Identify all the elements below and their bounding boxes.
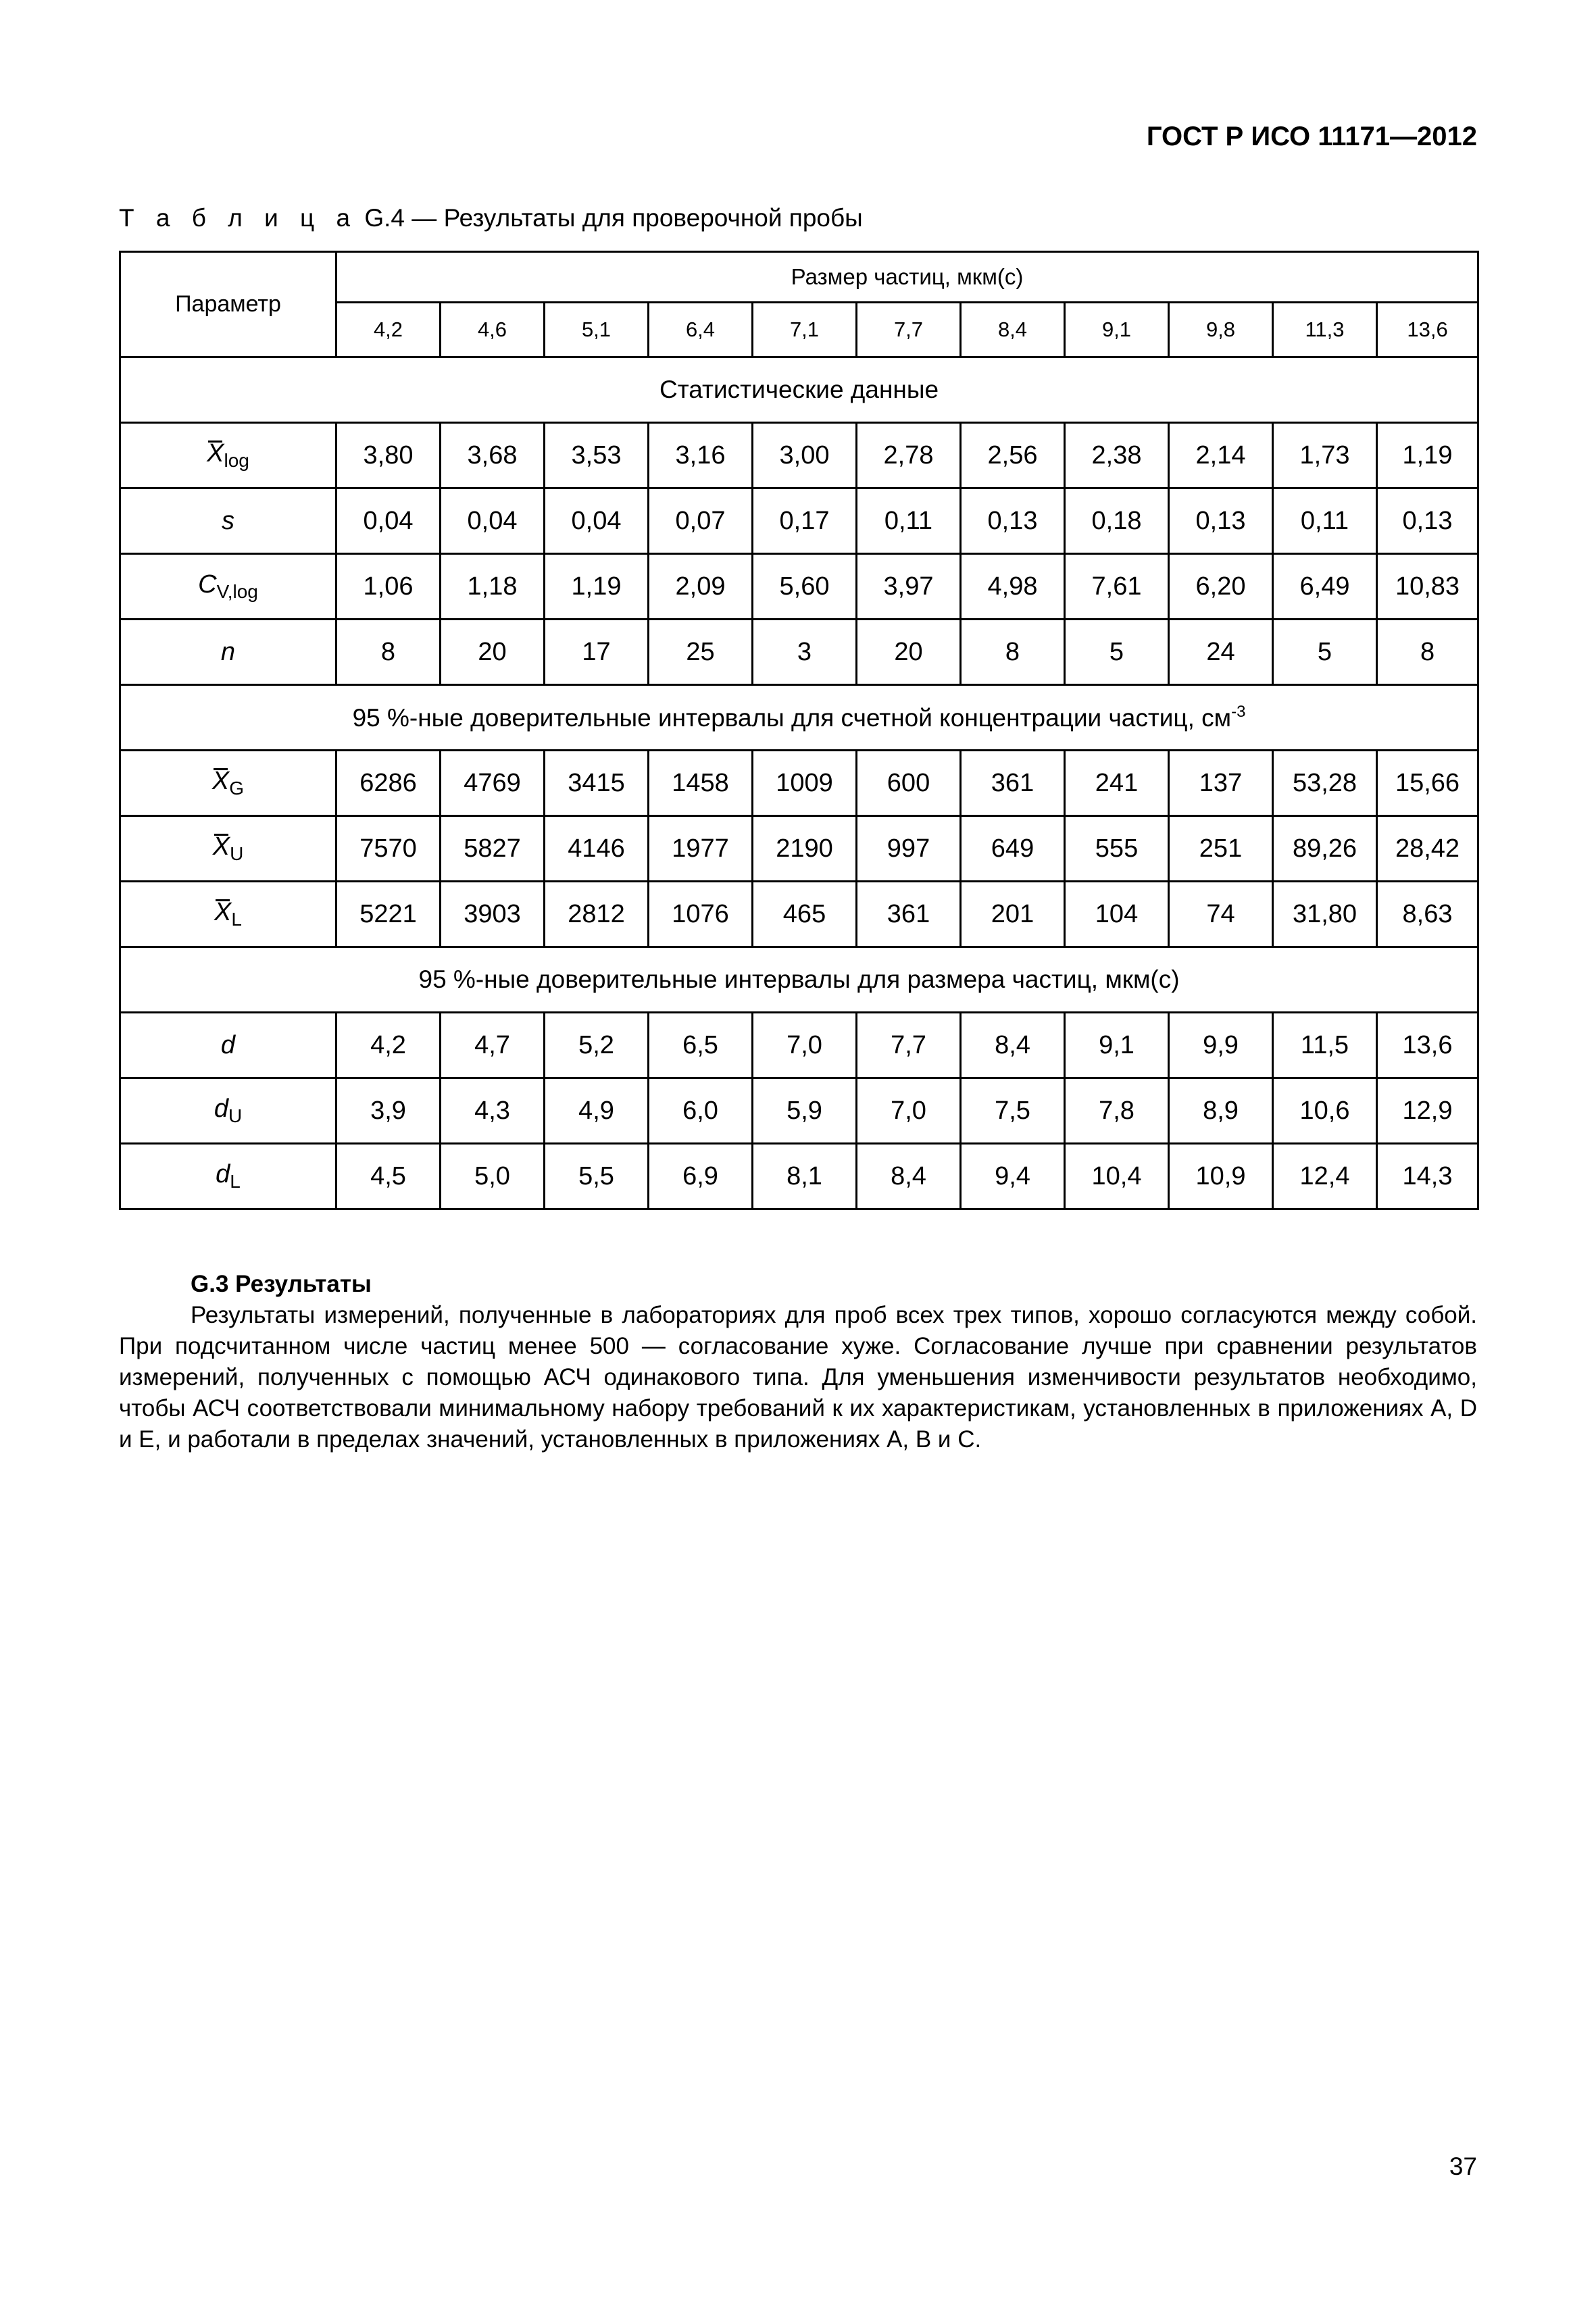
- value-cell: 28,42: [1377, 816, 1478, 882]
- value-cell: 10,6: [1273, 1078, 1377, 1144]
- value-cell: 4,98: [961, 554, 1065, 620]
- section-title-superscript: -3: [1231, 703, 1246, 721]
- section-g3-heading: G.3 Результаты: [191, 1271, 372, 1297]
- value-cell: 6,49: [1273, 554, 1377, 620]
- table-row: [120, 1078, 1478, 1144]
- value-cell: 3903: [441, 882, 545, 947]
- value-cell: 600: [857, 751, 961, 816]
- table-row: [120, 423, 1478, 488]
- value-cell: 12,9: [1377, 1078, 1478, 1144]
- section-title: [120, 685, 1478, 751]
- table-caption: [119, 204, 863, 232]
- parameter-subscript: U: [230, 843, 244, 864]
- section-g3: [119, 1269, 1477, 1455]
- size-header-cell: 7,1: [753, 303, 857, 357]
- value-cell: 555: [1065, 816, 1169, 882]
- size-header-cell: 8,4: [961, 303, 1065, 357]
- value-cell: 0,07: [649, 488, 753, 554]
- size-header-cell: 11,3: [1273, 303, 1377, 357]
- value-cell: 4769: [441, 751, 545, 816]
- table-row: [120, 488, 1478, 554]
- size-header-cell: 5,1: [545, 303, 649, 357]
- value-cell: 0,11: [1273, 488, 1377, 554]
- value-cell: 3415: [545, 751, 649, 816]
- size-header-cell: 13,6: [1377, 303, 1478, 357]
- value-cell: 361: [857, 882, 961, 947]
- value-cell: 7570: [336, 816, 441, 882]
- parameter-symbol: s: [222, 506, 234, 535]
- parameter-cell: [120, 1144, 336, 1209]
- value-cell: 4,2: [336, 1013, 441, 1078]
- parameter-cell: [120, 1013, 336, 1078]
- parameter-subscript: L: [230, 1171, 241, 1192]
- parameter-cell: [120, 554, 336, 620]
- value-cell: 20: [441, 620, 545, 685]
- section-header-row: [120, 685, 1478, 751]
- document-code: ГОСТ Р ИСО 11171—2012: [1146, 122, 1477, 151]
- section-g3-paragraph: Результаты измерений, полученные в лабораториях для проб всех трех типов, хорошо согласуются между собой. При подсчитанном числе частиц менее 500 — согласование хуже. Согласование лучше при сравнении результатов измерений, полученных с помощью АСЧ одинакового типа. Для уменьшения изменчивости результатов необходимо, чтобы АСЧ соответствовали минимальному набору требований к их характеристикам, установленных в приложениях A, D и E, и работали в пределах значений, установленных в приложениях A, B и C.: [119, 1302, 1477, 1453]
- caption-number: G.4: [364, 204, 405, 232]
- value-cell: 24: [1169, 620, 1273, 685]
- parameter-symbol: d: [214, 1095, 228, 1123]
- value-cell: 10,9: [1169, 1144, 1273, 1209]
- value-cell: 9,9: [1169, 1013, 1273, 1078]
- section-title: [120, 357, 1478, 423]
- value-cell: 251: [1169, 816, 1273, 882]
- parameter-symbol: X: [214, 898, 232, 926]
- table-row: [120, 620, 1478, 685]
- value-cell: 4,5: [336, 1144, 441, 1209]
- value-cell: 0,17: [753, 488, 857, 554]
- value-cell: 25: [649, 620, 753, 685]
- value-cell: 1977: [649, 816, 753, 882]
- caption-title: Результаты для проверочной пробы: [443, 204, 863, 232]
- parameter-cell: [120, 1078, 336, 1144]
- value-cell: 53,28: [1273, 751, 1377, 816]
- value-cell: 4,7: [441, 1013, 545, 1078]
- value-cell: 0,13: [961, 488, 1065, 554]
- parameter-symbol: d: [216, 1160, 230, 1188]
- value-cell: 3,00: [753, 423, 857, 488]
- value-cell: 241: [1065, 751, 1169, 816]
- results-table: [119, 251, 1479, 1210]
- value-cell: 6,20: [1169, 554, 1273, 620]
- value-cell: 6286: [336, 751, 441, 816]
- value-cell: 6,5: [649, 1013, 753, 1078]
- value-cell: 9,4: [961, 1144, 1065, 1209]
- value-cell: 997: [857, 816, 961, 882]
- value-cell: 17: [545, 620, 649, 685]
- value-cell: 5827: [441, 816, 545, 882]
- value-cell: 10,83: [1377, 554, 1478, 620]
- size-header-cell: 9,1: [1065, 303, 1169, 357]
- value-cell: 11,5: [1273, 1013, 1377, 1078]
- size-header-cell: 7,7: [857, 303, 961, 357]
- value-cell: 8,1: [753, 1144, 857, 1209]
- value-cell: 201: [961, 882, 1065, 947]
- value-cell: 5,0: [441, 1144, 545, 1209]
- value-cell: 2190: [753, 816, 857, 882]
- value-cell: 3,80: [336, 423, 441, 488]
- value-cell: 74: [1169, 882, 1273, 947]
- value-cell: 1,73: [1273, 423, 1377, 488]
- value-cell: 4,3: [441, 1078, 545, 1144]
- table-row: [120, 816, 1478, 882]
- size-header-cell: 4,6: [441, 303, 545, 357]
- value-cell: 0,11: [857, 488, 961, 554]
- value-cell: 14,3: [1377, 1144, 1478, 1209]
- parameter-symbol: C: [198, 570, 217, 599]
- value-cell: 4,9: [545, 1078, 649, 1144]
- value-cell: 3,68: [441, 423, 545, 488]
- parameter-cell: [120, 620, 336, 685]
- value-cell: 0,04: [336, 488, 441, 554]
- value-cell: 7,8: [1065, 1078, 1169, 1144]
- caption-dash: —: [412, 204, 437, 232]
- value-cell: 465: [753, 882, 857, 947]
- value-cell: 7,7: [857, 1013, 961, 1078]
- param-column-header: Параметр: [120, 252, 336, 357]
- value-cell: 2,78: [857, 423, 961, 488]
- section-title: [120, 947, 1478, 1013]
- parameter-symbol: n: [220, 637, 236, 666]
- value-cell: 7,61: [1065, 554, 1169, 620]
- value-cell: 6,0: [649, 1078, 753, 1144]
- section-title-text: 95 %-ные доверительные интервалы для размера частиц, мкм(с): [418, 965, 1180, 993]
- value-cell: 3,16: [649, 423, 753, 488]
- table-body: [120, 357, 1478, 1209]
- size-header-cell: 9,8: [1169, 303, 1273, 357]
- value-cell: 0,04: [545, 488, 649, 554]
- value-cell: 361: [961, 751, 1065, 816]
- value-cell: 0,04: [441, 488, 545, 554]
- value-cell: 3: [753, 620, 857, 685]
- value-cell: 1,06: [336, 554, 441, 620]
- value-cell: 8: [336, 620, 441, 685]
- value-cell: 4146: [545, 816, 649, 882]
- value-cell: 0,13: [1377, 488, 1478, 554]
- value-cell: 2,56: [961, 423, 1065, 488]
- parameter-cell: [120, 488, 336, 554]
- value-cell: 5,5: [545, 1144, 649, 1209]
- value-cell: 3,9: [336, 1078, 441, 1144]
- value-cell: 7,5: [961, 1078, 1065, 1144]
- value-cell: 1,19: [545, 554, 649, 620]
- section-title-text: Статистические данные: [659, 376, 939, 403]
- value-cell: 1,19: [1377, 423, 1478, 488]
- table-row: [120, 1144, 1478, 1209]
- value-cell: 3,53: [545, 423, 649, 488]
- value-cell: 0,18: [1065, 488, 1169, 554]
- caption-prefix: Т а б л и ц а: [119, 204, 358, 232]
- value-cell: 8,4: [961, 1013, 1065, 1078]
- value-cell: 1,18: [441, 554, 545, 620]
- value-cell: 5,9: [753, 1078, 857, 1144]
- value-cell: 7,0: [857, 1078, 961, 1144]
- value-cell: 10,4: [1065, 1144, 1169, 1209]
- value-cell: 5221: [336, 882, 441, 947]
- table-row: [120, 554, 1478, 620]
- value-cell: 104: [1065, 882, 1169, 947]
- size-column-header: Размер частиц, мкм(с): [336, 252, 1478, 303]
- parameter-subscript: L: [231, 909, 242, 930]
- parameter-symbol: X: [211, 767, 230, 795]
- section-header-row: [120, 357, 1478, 423]
- value-cell: 8,9: [1169, 1078, 1273, 1144]
- value-cell: 8,63: [1377, 882, 1478, 947]
- value-cell: 1076: [649, 882, 753, 947]
- value-cell: 3,97: [857, 554, 961, 620]
- parameter-subscript: G: [229, 778, 245, 799]
- section-title-text: 95 %-ные доверительные интервалы для счетной концентрации частиц, см: [352, 704, 1232, 732]
- value-cell: 31,80: [1273, 882, 1377, 947]
- size-header-cell: 6,4: [649, 303, 753, 357]
- parameter-cell: [120, 751, 336, 816]
- value-cell: 2812: [545, 882, 649, 947]
- value-cell: 20: [857, 620, 961, 685]
- value-cell: 15,66: [1377, 751, 1478, 816]
- value-cell: 2,38: [1065, 423, 1169, 488]
- parameter-cell: [120, 423, 336, 488]
- value-cell: 0,13: [1169, 488, 1273, 554]
- value-cell: 13,6: [1377, 1013, 1478, 1078]
- value-cell: 9,1: [1065, 1013, 1169, 1078]
- page-number: 37: [1449, 2153, 1477, 2180]
- value-cell: 5,60: [753, 554, 857, 620]
- table-row: [120, 882, 1478, 947]
- value-cell: 2,09: [649, 554, 753, 620]
- value-cell: 8: [961, 620, 1065, 685]
- value-cell: 7,0: [753, 1013, 857, 1078]
- parameter-symbol: d: [220, 1030, 236, 1059]
- value-cell: 89,26: [1273, 816, 1377, 882]
- table-row: [120, 751, 1478, 816]
- parameter-cell: [120, 882, 336, 947]
- parameter-subscript: U: [228, 1105, 243, 1126]
- value-cell: 137: [1169, 751, 1273, 816]
- parameter-subscript: log: [224, 450, 249, 471]
- value-cell: 1009: [753, 751, 857, 816]
- value-cell: 649: [961, 816, 1065, 882]
- value-cell: 8: [1377, 620, 1478, 685]
- section-header-row: [120, 947, 1478, 1013]
- value-cell: 6,9: [649, 1144, 753, 1209]
- value-cell: 5: [1273, 620, 1377, 685]
- value-cell: 5,2: [545, 1013, 649, 1078]
- parameter-subscript: V,log: [216, 581, 258, 602]
- value-cell: 8,4: [857, 1144, 961, 1209]
- parameter-symbol: X: [207, 439, 224, 468]
- table-row: [120, 1013, 1478, 1078]
- size-header-cell: 4,2: [336, 303, 441, 357]
- value-cell: 2,14: [1169, 423, 1273, 488]
- value-cell: 1458: [649, 751, 753, 816]
- parameter-cell: [120, 816, 336, 882]
- parameter-symbol: X: [212, 832, 230, 861]
- value-cell: 5: [1065, 620, 1169, 685]
- value-cell: 12,4: [1273, 1144, 1377, 1209]
